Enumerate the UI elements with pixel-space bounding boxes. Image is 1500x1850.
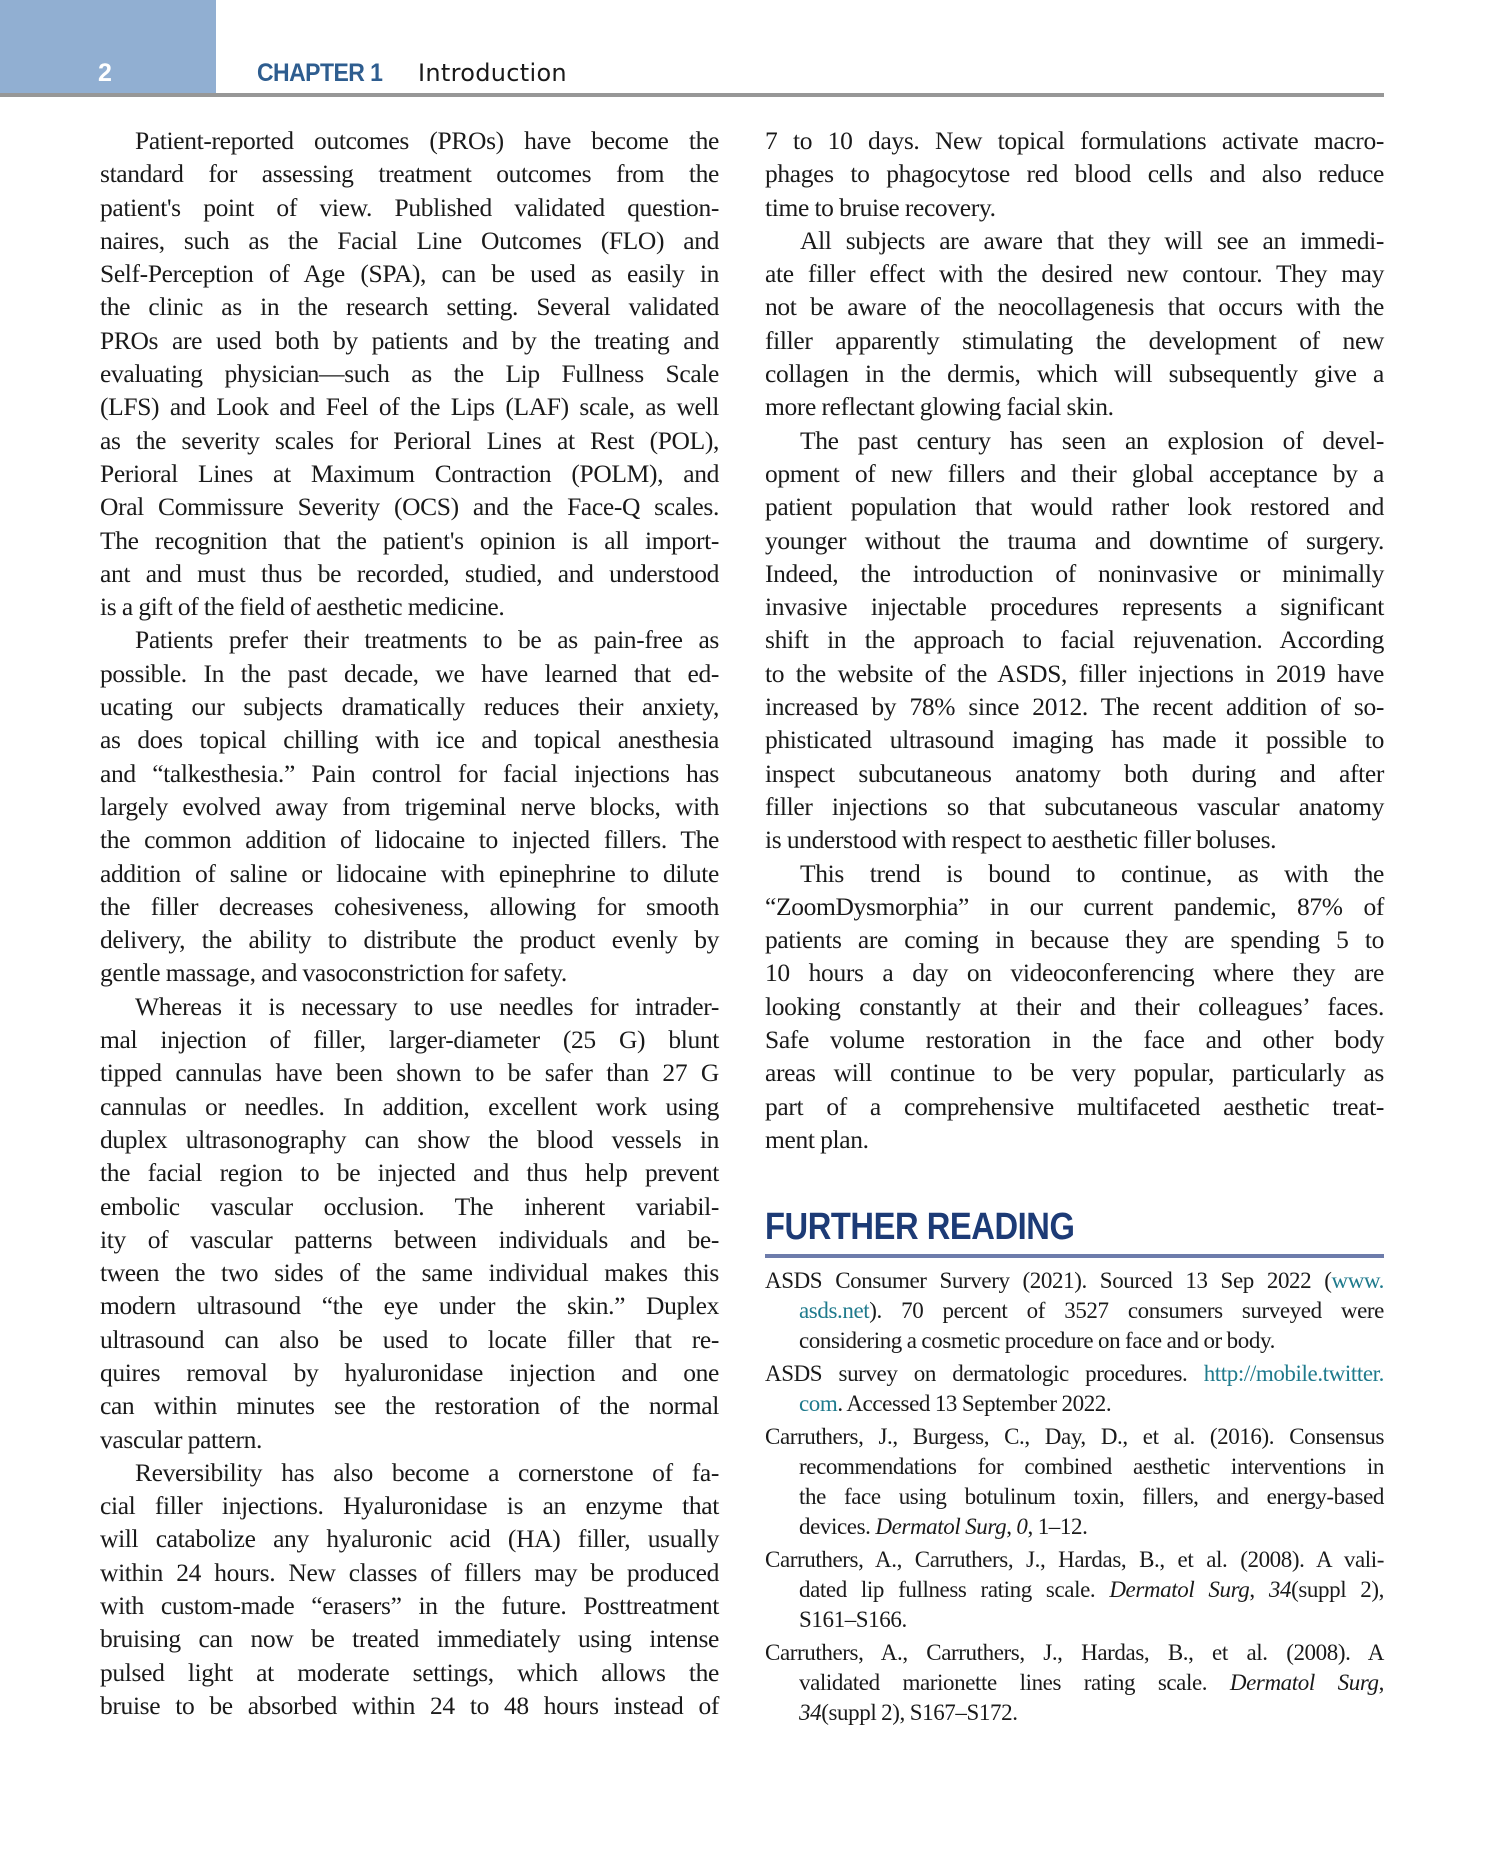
reference-item <box>765 1266 1384 1356</box>
text-line: the common addition of lidocaine to injected fillers. The <box>100 825 719 855</box>
text-line: duplex ultrasonography can show the blood vessels in <box>100 1124 719 1154</box>
text-line: quires removal by hyaluronidase injection and one <box>100 1357 719 1387</box>
text-line: Self-Perception of Age (SPA), can be used as easily in <box>100 259 719 289</box>
reference-text: ). 70 percent of 3527 consumers surveyed were <box>869 1298 1384 1323</box>
text-line: increased by 78% since 2012. The recent addition of so- <box>765 692 1384 722</box>
text-line: addition of saline or lidocaine with epinephrine to dilute <box>100 858 719 888</box>
text-line: Safe volume restoration in the face and other body <box>765 1025 1384 1055</box>
reference-journal-text: Dermatol Surg <box>875 1514 1007 1539</box>
text-line: modern ultrasound “the eye under the skin.” Duplex <box>100 1291 719 1321</box>
text-line: evaluating physician—such as the Lip Fullness Scale <box>100 359 719 389</box>
reference-line <box>765 1482 1384 1512</box>
text-line: patient's point of view. Published validated question- <box>100 192 719 222</box>
reference-text: . Accessed 13 September 2022. <box>837 1391 1112 1416</box>
text-line: time to bruise recovery. <box>765 192 996 222</box>
text-line: pulsed light at moderate settings, which allows the <box>100 1657 719 1687</box>
body-paragraph <box>100 623 719 989</box>
running-head <box>257 58 567 88</box>
body-paragraph <box>765 124 1384 224</box>
reference-text: Carruthers, A., Carruthers, J., Hardas, B., et al. (2008). A <box>765 1640 1384 1665</box>
reference-line <box>765 1545 1384 1575</box>
reference-line <box>765 1638 1384 1668</box>
reference-journal-text: Dermatol Surg <box>1109 1577 1250 1602</box>
text-line: cial filler injections. Hyaluronidase is an enzyme that <box>100 1491 719 1521</box>
text-line: bruise to be absorbed within 24 to 48 hours instead of <box>100 1690 719 1720</box>
reference-line <box>765 1296 1384 1326</box>
reference-link[interactable]: asds.net <box>799 1298 870 1323</box>
reference-text: considering a cosmetic procedure on face and or body. <box>799 1328 1275 1353</box>
text-line: vascular pattern. <box>100 1424 263 1454</box>
text-line: ucating our subjects dramatically reduces their anxiety, <box>100 692 719 722</box>
text-line: areas will continue to be very popular, particularly as <box>765 1058 1384 1088</box>
text-line: The past century has seen an explosion of devel- <box>800 425 1384 455</box>
reference-text: , 1–12. <box>1027 1514 1088 1539</box>
text-line: The recognition that the patient's opinion is all import- <box>100 525 719 555</box>
reference-line <box>765 1422 1384 1452</box>
text-line: naires, such as the Facial Line Outcomes (FLO) and <box>100 225 719 255</box>
text-line: ate filler effect with the desired new contour. They may <box>765 259 1384 289</box>
text-line: with custom-made “erasers” in the future. Posttreatment <box>100 1591 719 1621</box>
text-line: more reflectant glowing facial skin. <box>765 392 1114 422</box>
text-line: not be aware of the neocollagenesis that occurs with the <box>765 292 1384 322</box>
body-paragraph <box>765 424 1384 857</box>
reference-journal-text: 34 <box>1268 1577 1292 1602</box>
text-line: Indeed, the introduction of noninvasive or minimally <box>765 558 1384 588</box>
header-color-block <box>0 0 216 94</box>
text-line: patient population that would rather look restored and <box>765 492 1384 522</box>
reference-journal-text: 34 <box>799 1700 822 1725</box>
text-line: to the website of the ASDS, filler injections in 2019 have <box>765 658 1384 688</box>
text-line: All subjects are aware that they will see an immedi- <box>800 225 1384 255</box>
text-line: 7 to 10 days. New topical formulations activate macro- <box>765 126 1384 155</box>
text-line: bruising can now be treated immediately using intense <box>100 1624 719 1654</box>
text-line: delivery, the ability to distribute the product evenly by <box>100 925 719 955</box>
reference-item <box>765 1638 1384 1728</box>
text-line: patients are coming in because they are spending 5 to <box>765 925 1384 955</box>
reference-line <box>765 1452 1384 1482</box>
text-line: will catabolize any hyaluronic acid (HA) filler, usually <box>100 1524 719 1554</box>
right-column <box>765 124 1384 1156</box>
reference-line <box>765 1326 1384 1356</box>
text-line: gentle massage, and vasoconstriction for safety. <box>100 958 567 988</box>
reference-text: dated lip fullness rating scale. <box>799 1577 1110 1602</box>
text-line: is understood with respect to aesthetic filler boluses. <box>765 825 1277 855</box>
text-line: inspect subcutaneous anatomy both during and after <box>765 758 1384 788</box>
text-line: ity of vascular patterns between individuals and be- <box>100 1224 719 1254</box>
further-reading-heading: FURTHER READING <box>765 1206 1075 1248</box>
text-line: within 24 hours. New classes of fillers may be produced <box>100 1557 719 1587</box>
text-line: Whereas it is necessary to use needles for intrader- <box>135 991 719 1021</box>
text-line: Patients prefer their treatments to be as pain-free as <box>135 625 719 655</box>
text-line: the clinic as in the research setting. Several validated <box>100 292 719 322</box>
text-line: (LFS) and Look and Feel of the Lips (LAF) scale, as well <box>100 392 719 422</box>
text-line: younger without the trauma and downtime of surgery. <box>765 525 1384 555</box>
text-line: collagen in the dermis, which will subsequently give a <box>765 359 1384 389</box>
body-paragraph <box>100 990 719 1456</box>
text-line: opment of new fillers and their global acceptance by a <box>765 458 1384 488</box>
reference-text: Carruthers, A., Carruthers, J., Hardas, B., et al. (2008). A vali- <box>765 1547 1384 1572</box>
text-line: phisticated ultrasound imaging has made it possible to <box>765 725 1384 755</box>
reference-text: ASDS Consumer Survery (2021). Sourced 13 Sep 2022 ( <box>765 1268 1332 1293</box>
body-paragraph <box>100 1456 719 1722</box>
text-line: This trend is bound to continue, as with the <box>800 858 1384 888</box>
body-paragraph <box>765 224 1384 424</box>
reference-line <box>765 1698 1384 1728</box>
text-line: invasive injectable procedures represents a significant <box>765 592 1384 622</box>
reference-text: S161–S166. <box>799 1607 907 1632</box>
reference-journal-text: 0 <box>1016 1514 1028 1539</box>
reference-line <box>765 1512 1384 1542</box>
left-column <box>100 124 719 1722</box>
reference-line <box>765 1389 1384 1419</box>
reference-text: , <box>1249 1577 1269 1602</box>
text-line: mal injection of filler, larger-diameter (25 G) blunt <box>100 1025 719 1055</box>
text-line: part of a comprehensive multifaceted aesthetic treat- <box>765 1091 1384 1121</box>
reference-item <box>765 1422 1384 1542</box>
text-line: Patient-reported outcomes (PROs) have become the <box>135 126 719 155</box>
text-line: the facial region to be injected and thus help prevent <box>100 1158 719 1188</box>
text-line: tween the two sides of the same individual makes this <box>100 1258 719 1288</box>
text-line: “ZoomDysmorphia” in our current pandemic, 87% of <box>765 891 1384 921</box>
text-line: shift in the approach to facial rejuvenation. According <box>765 625 1384 655</box>
reference-line <box>765 1605 1384 1635</box>
text-line: Perioral Lines at Maximum Contraction (POLM), and <box>100 458 719 488</box>
reference-line <box>765 1359 1384 1389</box>
text-line: can within minutes see the restoration of the normal <box>100 1391 719 1421</box>
text-line: Oral Commissure Severity (OCS) and the Face-Q scales. <box>100 492 719 522</box>
text-line: as the severity scales for Perioral Lines at Rest (POL), <box>100 425 719 455</box>
reference-text: recommendations for combined aesthetic interventions in <box>799 1454 1384 1479</box>
reference-text: , <box>1378 1670 1384 1695</box>
body-paragraph <box>765 857 1384 1157</box>
reference-text: devices. <box>799 1514 876 1539</box>
text-line: standard for assessing treatment outcomes from the <box>100 159 719 189</box>
reference-link[interactable]: com <box>799 1391 838 1416</box>
chapter-title: Introduction <box>418 59 567 87</box>
text-line: ment plan. <box>765 1124 869 1154</box>
text-line: filler apparently stimulating the development of new <box>765 325 1384 355</box>
further-reading-rule <box>765 1254 1384 1258</box>
reference-line <box>765 1266 1384 1296</box>
text-line: 10 hours a day on videoconferencing where they are <box>765 958 1384 988</box>
reference-link[interactable]: www. <box>1331 1268 1384 1293</box>
body-paragraph <box>100 124 719 623</box>
reference-text: , <box>1006 1514 1017 1539</box>
text-line: the filler decreases cohesiveness, allowing for smooth <box>100 891 719 921</box>
text-line: largely evolved away from trigeminal nerve blocks, with <box>100 791 719 821</box>
reference-text: Carruthers, J., Burgess, C., Day, D., et al. (2016). Consensus <box>765 1424 1384 1449</box>
reference-item <box>765 1545 1384 1635</box>
text-line: cannulas or needles. In addition, excellent work using <box>100 1091 719 1121</box>
header-rule <box>0 93 1384 97</box>
reference-text: validated marionette lines rating scale. <box>799 1670 1230 1695</box>
text-line: ultrasound can also be used to locate filler that re- <box>100 1324 719 1354</box>
text-line: ant and must thus be recorded, studied, and understood <box>100 558 719 588</box>
text-line: PROs are used both by patients and by the treating and <box>100 325 719 355</box>
text-line: and “talkesthesia.” Pain control for facial injections has <box>100 758 719 788</box>
text-line: possible. In the past decade, we have learned that ed- <box>100 658 719 688</box>
chapter-label: CHAPTER 1 <box>257 59 383 87</box>
reference-text: the face using botulinum toxin, fillers, and energy-based <box>799 1484 1384 1509</box>
reference-text: ASDS survey on dermatologic procedures. <box>765 1361 1204 1386</box>
reference-text: (suppl 2), S167–S172. <box>821 1700 1018 1725</box>
text-line: Reversibility has also become a cornerstone of fa- <box>135 1457 719 1487</box>
reference-list <box>765 1266 1384 1731</box>
reference-item <box>765 1359 1384 1419</box>
text-line: looking constantly at their and their colleagues’ faces. <box>765 991 1384 1021</box>
reference-text: (suppl 2), <box>1291 1577 1384 1602</box>
text-line: tipped cannulas have been shown to be safer than 27 G <box>100 1058 719 1088</box>
reference-line <box>765 1668 1384 1698</box>
reference-journal-text: Dermatol Surg <box>1229 1670 1379 1695</box>
text-line: embolic vascular occlusion. The inherent variabil- <box>100 1191 719 1221</box>
text-line: phages to phagocytose red blood cells and also reduce <box>765 159 1384 189</box>
text-line: filler injections so that subcutaneous vascular anatomy <box>765 791 1384 821</box>
text-line: as does topical chilling with ice and topical anesthesia <box>100 725 719 755</box>
text-line: is a gift of the field of aesthetic medicine. <box>100 592 505 622</box>
reference-link[interactable]: http://mobile.twitter. <box>1203 1361 1384 1386</box>
page-number: 2 <box>98 59 112 87</box>
reference-line <box>765 1575 1384 1605</box>
